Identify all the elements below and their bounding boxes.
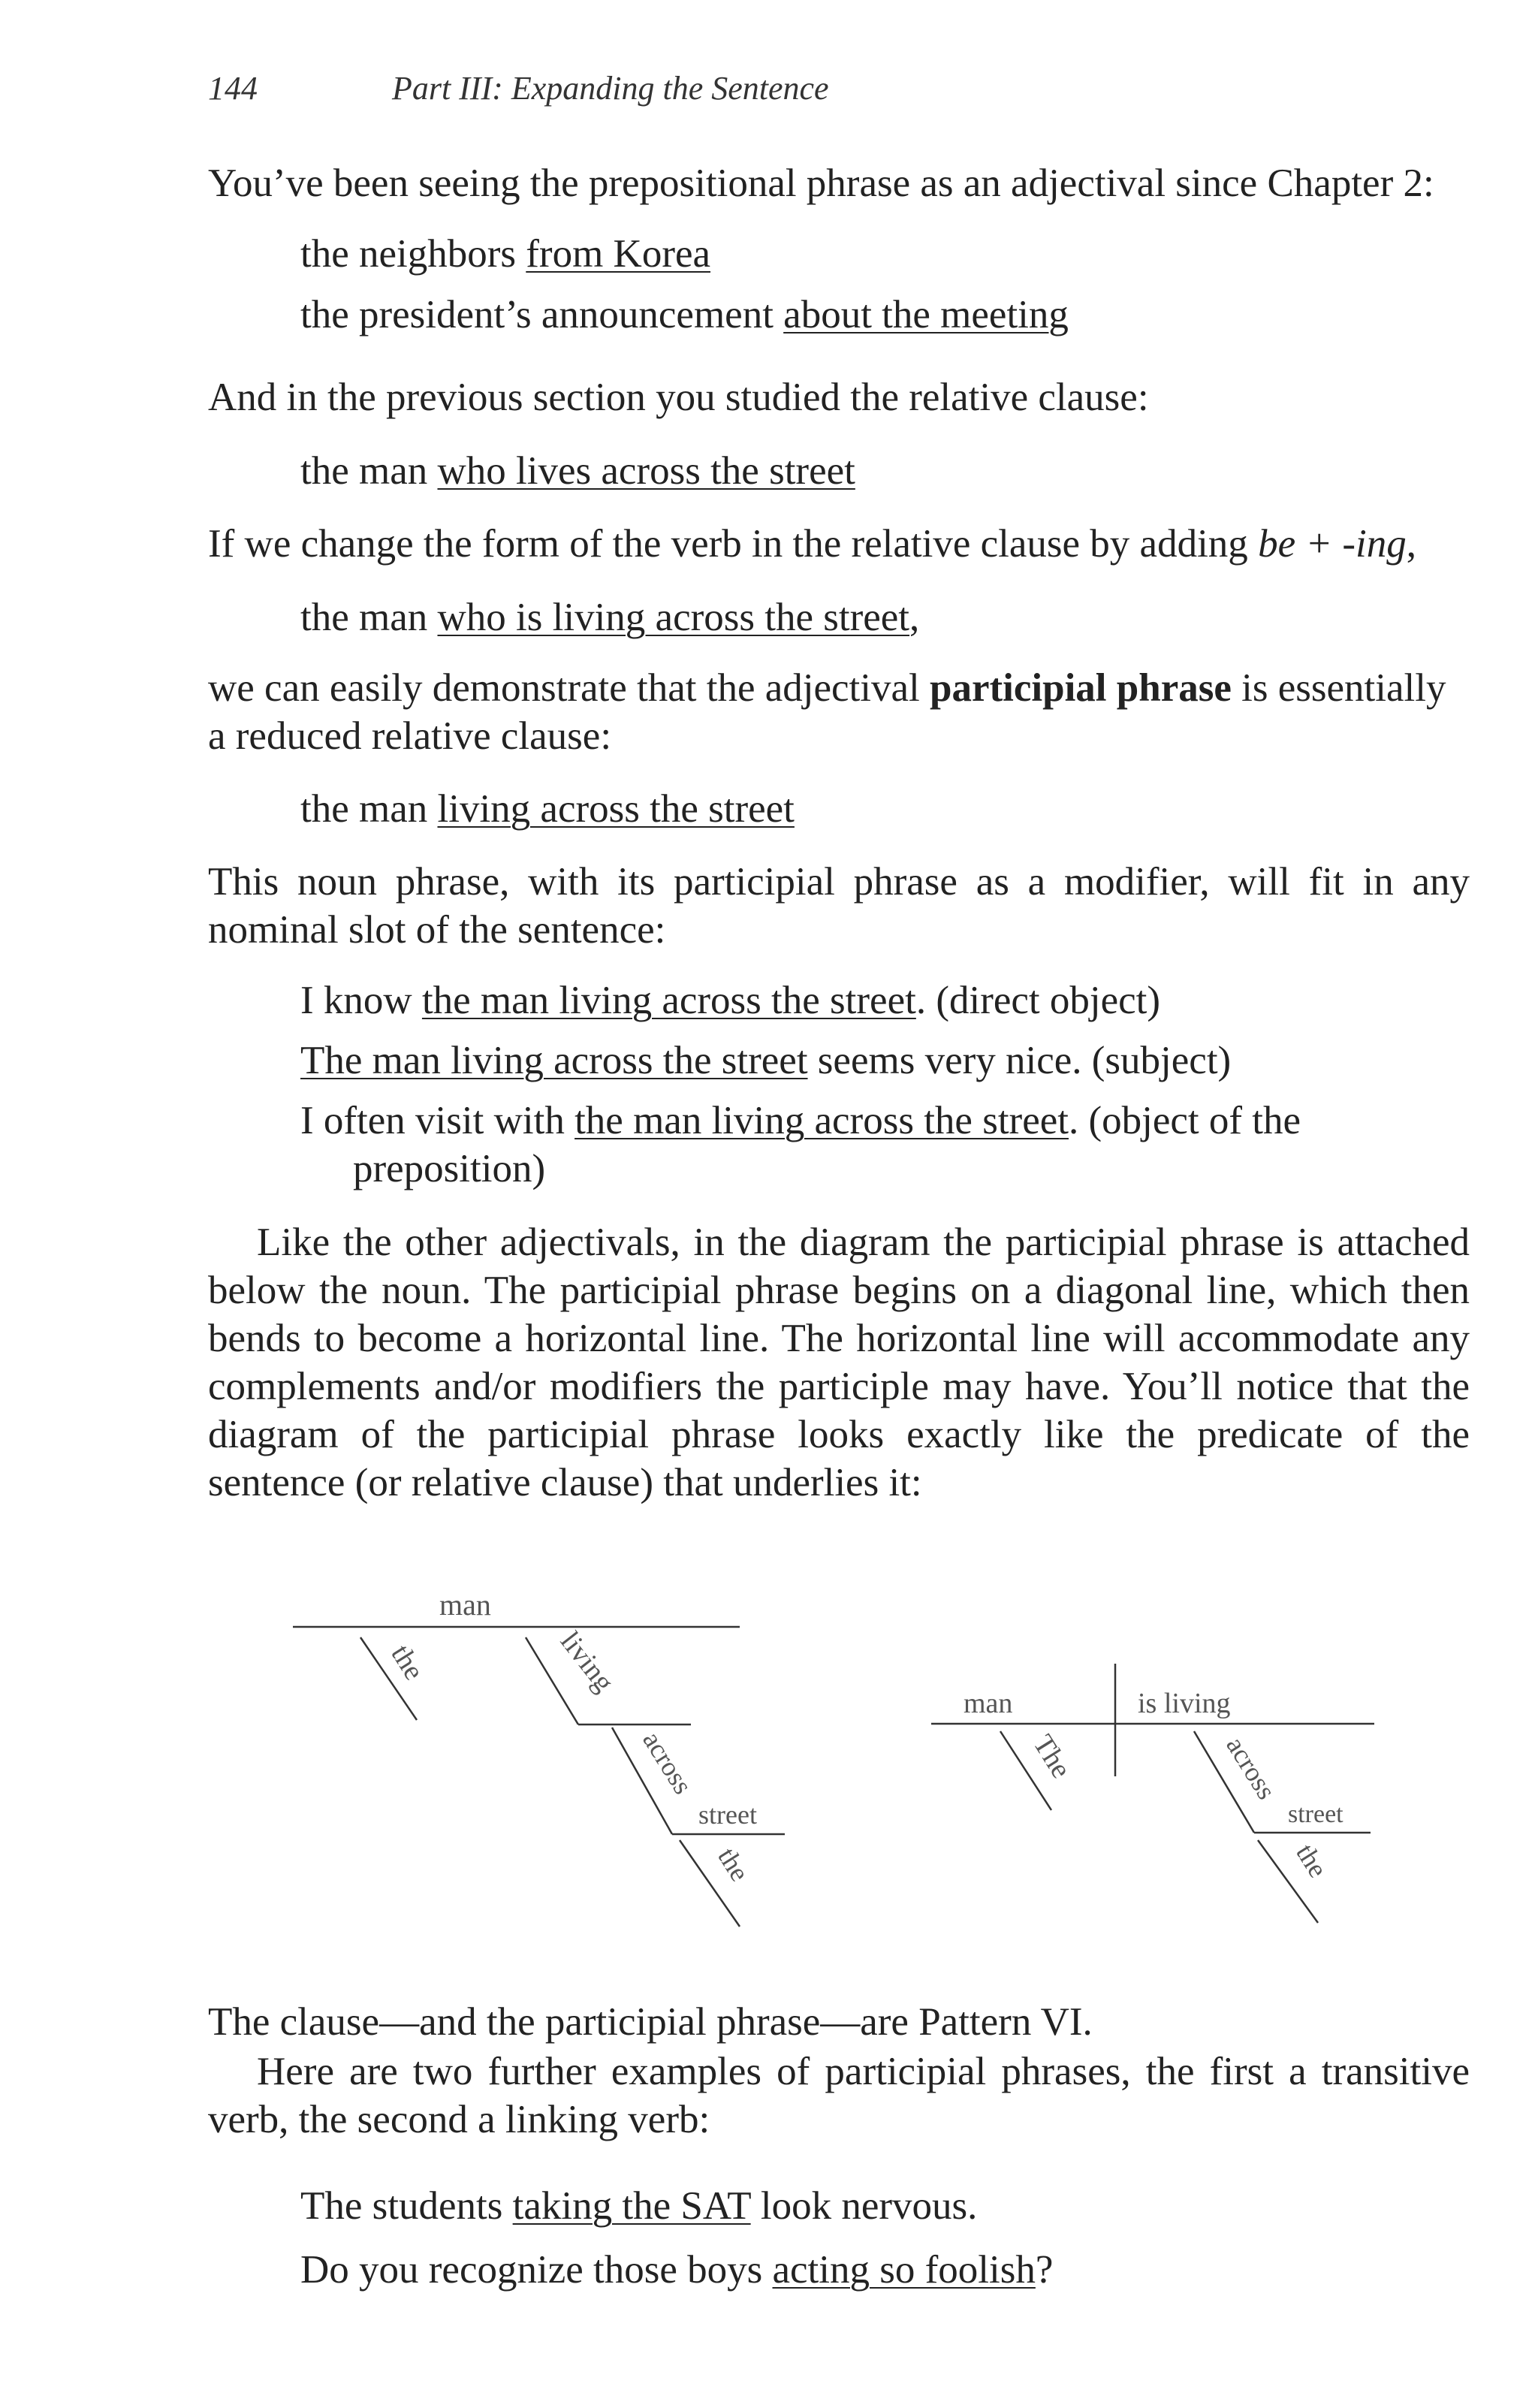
diagram-participle: living xyxy=(553,1625,620,1698)
bold-term: participial phrase xyxy=(929,666,1232,710)
italic-term: be + -ing xyxy=(1258,522,1407,566)
underlined-phrase: taking the SAT xyxy=(512,2184,751,2228)
example-linking xyxy=(300,2246,1472,2294)
paragraph-text: If we change the form of the verb in the relative clause by adding xyxy=(208,522,1259,566)
paragraph-relative-clause: And in the previous section you studied the relative clause: xyxy=(208,376,1149,419)
example-text: ? xyxy=(1035,2248,1054,2292)
paragraph-further-examples: Here are two further examples of participial phrases, the first a transitive verb, the second a linking verb: xyxy=(208,2050,1470,2141)
example-text: . (object of the preposition) xyxy=(353,1099,1301,1190)
underlined-phrase: who is living across the street xyxy=(437,596,910,639)
example-transitive xyxy=(300,2182,1472,2230)
example-text: the man xyxy=(300,596,438,639)
diagram-subject-determiner: The xyxy=(1027,1729,1078,1784)
paragraph-nominal-slot: This noun phrase, with its participial phrase as a modifier, will fit in any nominal slot of the sentence: xyxy=(208,860,1470,952)
underlined-phrase: the man living across the street xyxy=(421,979,916,1022)
paragraph-text: we can easily demonstrate that the adjectival xyxy=(208,666,930,710)
example-text: Do you recognize those boys xyxy=(300,2248,773,2292)
example-text: the man xyxy=(300,787,438,831)
diagram-subject: man xyxy=(964,1688,1013,1719)
underlined-phrase: The man living across the street xyxy=(300,1039,808,1082)
paragraph-pattern: The clause—and the participial phrase—are Pattern VI. xyxy=(208,2000,1093,2044)
example-text: look nervous. xyxy=(750,2184,978,2228)
diagram-object-determiner: the xyxy=(1290,1839,1334,1883)
example-text: the president’s announcement xyxy=(300,293,784,336)
example-text: the man xyxy=(300,449,438,493)
diagram-object: street xyxy=(698,1800,757,1830)
running-title: Part III: Expanding the Sentence xyxy=(392,70,829,107)
diagram-preposition: across xyxy=(637,1726,698,1800)
underlined-phrase: who lives across the street xyxy=(437,449,855,493)
example-text: I know xyxy=(300,979,422,1022)
paragraph-text: is essentially a reduced relative clause: xyxy=(208,666,1446,758)
example-text: the neighbors xyxy=(300,232,526,276)
page-number: 144 xyxy=(208,70,258,107)
underlined-phrase: living across the street xyxy=(437,787,795,831)
diagram-relative-clause xyxy=(931,1664,1374,1923)
paragraph-intro: You’ve been seeing the prepositional phrase as an adjectival since Chapter 2: xyxy=(208,161,1434,205)
example-text: The students xyxy=(300,2184,513,2228)
diagram-determiner: the xyxy=(384,1639,430,1686)
example-text: . (direct object) xyxy=(915,979,1161,1022)
diagram-verb: is living xyxy=(1138,1688,1231,1719)
underlined-phrase: the man living across the street xyxy=(574,1099,1069,1142)
diagram-noun: man xyxy=(439,1588,491,1622)
underlined-phrase: acting so foolish xyxy=(772,2248,1036,2292)
paragraph-diagram-explanation: Like the other adjectivals, in the diagram the participial phrase is attached below the noun. The participial phrase begins on a diagonal line, which then bends to become a horizontal line. The horizontal line will accommodate any complements and/or modifiers the participle may have. You’ll notice that the diagram of the participial phrase looks exactly like the predicate of the sentence (or relative clause) that underlies it: xyxy=(208,1221,1470,1504)
diagram-object-determiner: the xyxy=(712,1842,755,1887)
underlined-phrase: from Korea xyxy=(526,232,711,276)
example-text: seems very nice. (subject) xyxy=(807,1039,1232,1082)
diagram-participial-phrase xyxy=(293,1588,785,1927)
diagram-object: street xyxy=(1288,1800,1343,1828)
diagram-preposition: across xyxy=(1220,1731,1282,1805)
paragraph-text: , xyxy=(1406,522,1416,566)
example-text: I often visit with xyxy=(300,1099,575,1142)
example-text: , xyxy=(909,596,920,639)
underlined-phrase: about the meeting xyxy=(783,293,1069,336)
